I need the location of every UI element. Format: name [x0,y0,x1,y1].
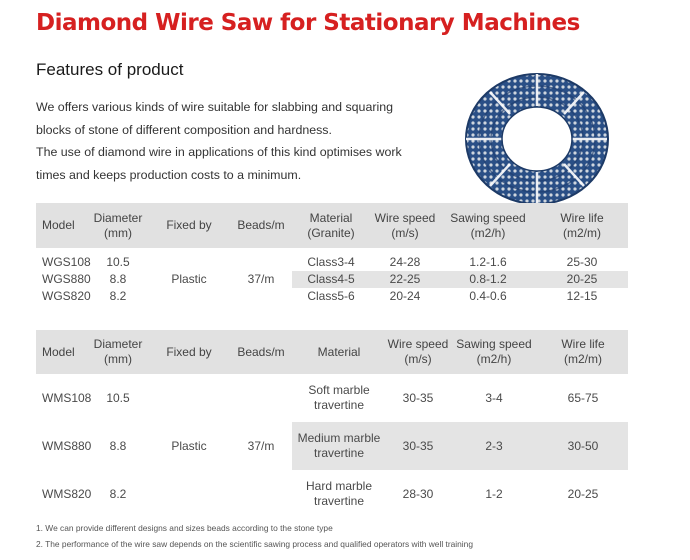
cell-wire-speed: 30-35 [402,390,434,405]
material-line: Soft marble [308,383,370,397]
features-heading: Features of product [36,60,184,79]
col-header-wire-life [538,330,628,374]
cell-diameter: 8.2 [109,289,127,303]
header-unit: (mm) [104,225,132,240]
col-header-model: Model [36,203,88,248]
header-unit: (mm) [104,352,132,366]
cell-sawing-speed: 1.2-1.6 [469,255,507,269]
cell-wire-life: 20-25 [567,486,599,501]
footnotes [36,520,473,552]
cell-wire-speed: 30-35 [386,422,450,470]
cell-material: Class5-6 [307,289,355,303]
col-header-fixed-by: Fixed by [148,330,230,374]
header-unit: (m2/m) [563,225,601,240]
cell-sawing-speed: 2-3 [450,422,538,470]
footnote: 2. The performance of the wire saw depends on the scientific sawing process and qualified operators with well training [36,539,473,549]
cell-wire-life: 12-15 [566,289,598,303]
col-header-material: Material [292,330,386,374]
col-header-fixed-by: Fixed by [148,203,230,248]
cell-wire-speed: 28-30 [402,486,434,501]
col-header-beads: Beads/m [230,330,292,374]
cell-wire-life: 20-25 [536,271,628,288]
cell-material [292,422,386,470]
cell-beads: 37/m [247,438,275,453]
header-line: Wire speed [387,337,449,351]
header-unit: (m2/h) [470,225,506,240]
col-header-beads: Beads/m [230,203,292,248]
table-row [36,374,628,422]
cell-sawing-speed: 3-4 [485,390,503,405]
col-header-sawing-speed [450,330,538,374]
cell-wire-life: 30-50 [538,422,628,470]
header-unit: (m/s) [391,225,419,240]
col-header-diameter [88,330,148,374]
description-line: times and keeps production costs to a minimum. [36,167,302,182]
cell-wire-speed: 22-25 [370,271,440,288]
cell-material: Class3-4 [307,255,355,269]
cell-wire-speed: 20-24 [389,289,421,303]
cell-diameter: 8.2 [109,486,127,501]
cell-fixed-by: Plastic [171,272,207,286]
header-unit: (m2/h) [476,352,512,366]
cell-material [292,470,386,518]
cell-model: WMS108 [42,390,92,405]
marble-wire-spec-table [36,330,628,518]
table-row [36,288,628,305]
cell-model: WGS880 [42,272,91,286]
description-line: We offers various kinds of wire suitable for slabbing and squaring [36,100,393,114]
cell-model: WMS820 [42,486,92,501]
header-line: Material [309,210,353,225]
col-header-wire-speed [370,203,440,248]
material-line: travertine [313,446,365,460]
col-header-wire-life [536,203,628,248]
material-line: Hard marble [305,479,373,493]
table-row [36,422,628,470]
cell-diameter: 10.5 [106,255,130,269]
header-line: Diameter [93,210,143,225]
header-line: Wire life [560,210,604,225]
cell-material [292,374,386,422]
material-line: Medium marble [297,431,381,445]
cell-diameter: 10.5 [106,390,130,405]
page-title: Diamond Wire Saw for Stationary Machines [36,10,580,36]
diamond-wire-coil-icon [464,72,610,206]
description-line: blocks of stone of different composition and hardness. [36,122,332,137]
granite-wire-spec-table [36,203,628,311]
col-header-model: Model [36,330,88,374]
table-header-row [36,203,628,248]
product-description [36,96,456,186]
col-header-wire-speed [386,330,450,374]
material-line: travertine [313,494,365,508]
cell-model: WGS108 [42,255,91,269]
header-unit: (m2/m) [564,352,602,366]
cell-fixed-by: Plastic [171,438,207,453]
cell-sawing-speed: 0.4-0.6 [469,289,507,303]
cell-wire-life: 65-75 [567,390,599,405]
table-row [36,271,628,288]
table-row [36,254,628,271]
cell-beads: 37/m [247,272,275,286]
header-line: Sawing speed [456,337,532,351]
description-line: The use of diamond wire in applications of this kind optimises work [36,145,402,159]
table-row [36,470,628,518]
table-header-row [36,330,628,374]
cell-sawing-speed: 0.8-1.2 [440,271,536,288]
cell-wire-speed: 24-28 [389,255,421,269]
footnote: 1. We can provide different designs and sizes beads according to the stone type [36,523,333,533]
cell-model: WMS880 [42,438,92,453]
header-unit: (Granite) [307,225,355,240]
cell-model: WGS820 [42,289,91,303]
header-line: Sawing speed [450,210,526,225]
col-header-material [292,203,370,248]
cell-diameter: 8.8 [109,272,127,286]
header-unit: (m/s) [404,352,432,366]
material-line: travertine [313,398,365,412]
header-line: Wire speed [374,210,436,225]
header-line: Diameter [93,337,143,351]
cell-material: Class4-5 [292,271,370,288]
cell-sawing-speed: 1-2 [485,486,503,501]
col-header-sawing-speed [440,203,536,248]
col-header-diameter [88,203,148,248]
cell-wire-life: 25-30 [566,255,598,269]
cell-diameter: 8.8 [109,438,127,453]
header-line: Wire life [561,337,605,351]
